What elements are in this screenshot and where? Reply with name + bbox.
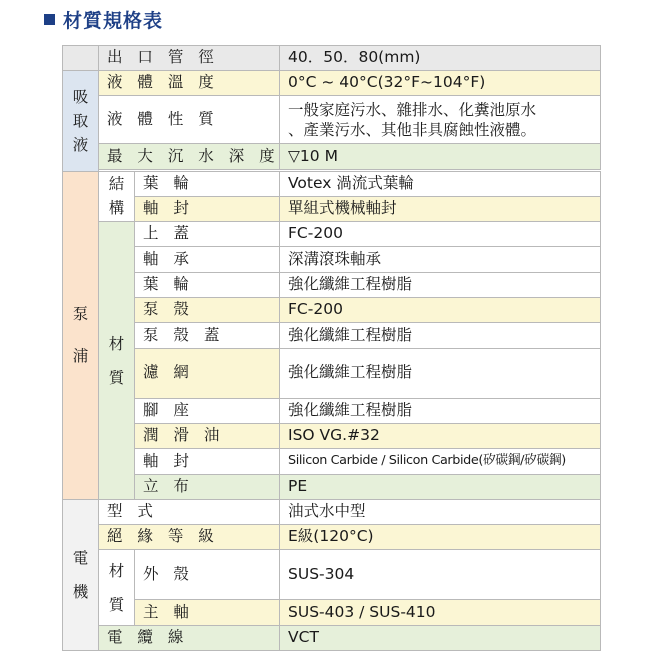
- material-value: FC-200: [280, 222, 601, 247]
- outlet-label: 出 口 管 徑: [99, 46, 280, 71]
- liquid-depth-label: 最 大 沉 水 深 度: [99, 144, 280, 169]
- liquid-temperature-value: 0°C ~ 40°C(32°F~104°F): [280, 71, 601, 96]
- material-label: 立 布: [135, 474, 280, 499]
- motor-type-label: 型 式: [99, 499, 280, 524]
- row-material-5: [63, 348, 601, 398]
- material-value: PE: [280, 474, 601, 499]
- row-motor-type: [63, 499, 601, 524]
- pump-group-label: 泵 浦: [63, 171, 99, 499]
- row-material-9: [63, 474, 601, 499]
- row-material-8: [63, 449, 601, 474]
- pump-material-group-label: 材 質: [99, 222, 135, 500]
- row-material-1: [63, 247, 601, 272]
- row-material-6: [63, 398, 601, 423]
- row-motor-cable: [63, 625, 601, 650]
- row-pump-seal-structure: [63, 196, 601, 221]
- structure-group-label: 結 構: [99, 171, 135, 222]
- structure-seal-value: 單組式機械軸封: [280, 196, 601, 221]
- row-pump-impeller-structure: [63, 171, 601, 196]
- row-material-2: [63, 272, 601, 297]
- material-label: 泵 殼: [135, 298, 280, 323]
- row-motor-casing: [63, 550, 601, 600]
- row-motor-shaft: [63, 600, 601, 625]
- outlet-group-cell: [63, 46, 99, 71]
- row-material-7: [63, 423, 601, 448]
- motor-casing-label: 外 殼: [135, 550, 280, 600]
- motor-cable-label: 電 纜 線: [99, 625, 280, 650]
- motor-insulation-label: 絕 緣 等 級: [99, 525, 280, 550]
- material-value: Silicon Carbide / Silicon Carbide(矽碳鋼/矽碳鋼): [280, 449, 601, 474]
- liquid-nature-value: 一般家庭污水、雜排水、化糞池原水 、產業污水、其他非具腐蝕性液體。: [280, 96, 601, 144]
- liquid-temperature-label: 液 體 溫 度: [99, 71, 280, 96]
- material-value: 強化纖維工程樹脂: [280, 348, 601, 398]
- material-value: 深溝滾珠軸承: [280, 247, 601, 272]
- material-label: 軸 封: [135, 449, 280, 474]
- row-material-4: [63, 323, 601, 348]
- material-value: FC-200: [280, 298, 601, 323]
- liquid-group-label: 吸 取 液: [63, 71, 99, 172]
- liquid-depth-value: ▽10 M: [280, 144, 601, 169]
- spec-table: [62, 45, 601, 651]
- material-label: 泵 殼 蓋: [135, 323, 280, 348]
- row-outlet: [63, 46, 601, 71]
- motor-casing-value: SUS-304: [280, 550, 601, 600]
- material-label: 葉 輪: [135, 272, 280, 297]
- material-label: 上 蓋: [135, 222, 280, 247]
- material-value: 強化纖維工程樹脂: [280, 398, 601, 423]
- material-label: 軸 承: [135, 247, 280, 272]
- structure-impeller-label: 葉 輪: [135, 171, 280, 196]
- material-label: 濾 網: [135, 348, 280, 398]
- motor-cable-value: VCT: [280, 625, 601, 650]
- liquid-nature-label: 液 體 性 質: [99, 96, 280, 144]
- motor-type-value: 油式水中型: [280, 499, 601, 524]
- motor-insulation-value: E級(120°C): [280, 525, 601, 550]
- row-motor-insulation: [63, 525, 601, 550]
- material-label: 潤 滑 油: [135, 423, 280, 448]
- row-material-3: [63, 298, 601, 323]
- motor-shaft-value: SUS-403 / SUS-410: [280, 600, 601, 625]
- motor-material-group-label: 材 質: [99, 550, 135, 625]
- motor-shaft-label: 主 軸: [135, 600, 280, 625]
- section-title: [44, 6, 163, 32]
- outlet-value: 40．50．80(mm): [280, 46, 601, 71]
- row-liquid-nature: [63, 96, 601, 144]
- material-label: 腳 座: [135, 398, 280, 423]
- row-liquid-depth: [63, 144, 601, 169]
- material-value: ISO VG.#32: [280, 423, 601, 448]
- row-liquid-temperature: [63, 71, 601, 96]
- title-square-icon: [44, 14, 55, 25]
- structure-impeller-value: Votex 渦流式葉輪: [280, 171, 601, 196]
- material-value: 強化纖維工程樹脂: [280, 272, 601, 297]
- motor-group-label: 電 機: [63, 499, 99, 650]
- row-material-0: [63, 222, 601, 247]
- material-value: 強化纖維工程樹脂: [280, 323, 601, 348]
- title-text: 材質規格表: [63, 9, 164, 32]
- structure-seal-label: 軸 封: [135, 196, 280, 221]
